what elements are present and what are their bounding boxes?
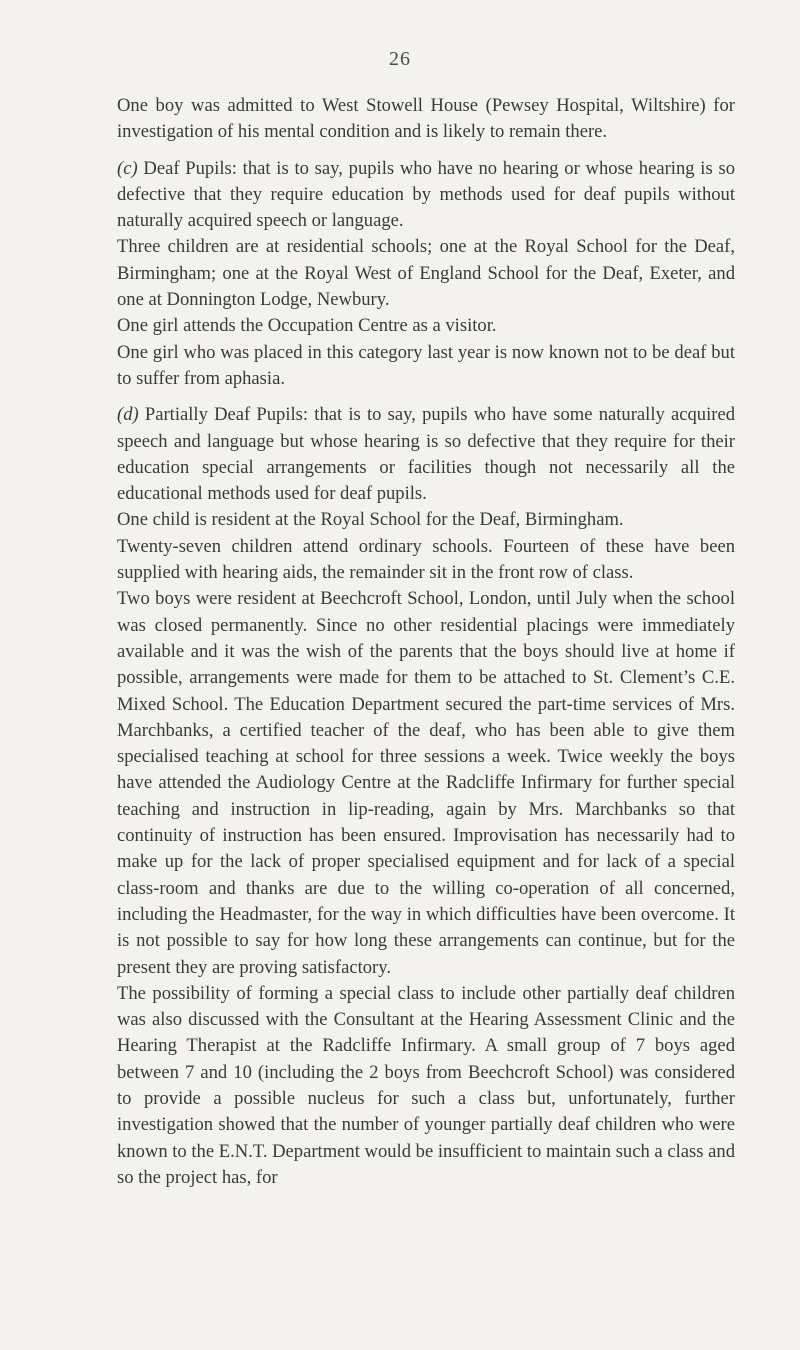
paragraph-partially-deaf-pupils (117, 402, 735, 507)
paragraph-occupation-centre: One girl attends the Occupation Centre as a visitor. (117, 315, 497, 337)
partially-deaf-definition: Partially Deaf Pupils: that is to say, pupils who have some naturally acquired speech and language but whose hearing is so defective that they require for their education special arrangements or facilities though not necessarily all the educational methods used for deaf pupils. (117, 404, 735, 505)
paragraph-west-stowell: One boy was admitted to West Stowell House (Pewsey Hospital, Wiltshire) for investigation of his mental condition and is likely to remain there. (117, 95, 735, 143)
paragraph-aphasia: One girl who was placed in this category last year is now known not to be deaf but to suffer from aphasia. (117, 341, 735, 389)
paragraph-special-class: The possibility of forming a special class to include other partially deaf children was also discussed with the Consultant at the Hearing Assessment Clinic and the Hearing Therapist at the Radcliffe Infirmary. A small group of 7 boys aged between 7 and 10 (including the 2 boys from Beechcroft School) was considered to provide a possible nucleus for such a class but, unfortunately, further investigation showed that the number of younger partially deaf children who were known to the E.N.T. Department would be insufficient to maintain such a class and so the project has, for (117, 982, 735, 1188)
paragraph-royal-school: One child is resident at the Royal School for the Deaf, Birmingham. (117, 509, 624, 531)
page-number: 26 (389, 48, 411, 70)
paragraph-ordinary-schools: Twenty-seven children attend ordinary schools. Fourteen of these have been supplied with hearing aids, the remainder sit in the front row of class. (117, 535, 735, 584)
section-label-d: (d) (117, 404, 139, 426)
paragraph-residential-schools: Three children are at residential schools; one at the Royal School for the Deaf, Birmingham; one at the Royal West of England School for the Deaf, Exeter, and one at Donnington Lodge, Newbury. (117, 236, 735, 311)
paragraph-deaf-pupils (117, 156, 735, 235)
section-label-c: (c) (117, 157, 138, 179)
body-text (117, 93, 735, 1191)
paragraph-beechcroft: Two boys were resident at Beechcroft School, London, until July when the school was closed permanently. Since no other residential placings were immediately available and it was the wish of the parents that the boys should live at home if possible, arrangements were made for them to be attached to St. Clement’s C.E. Mixed School. The Education Department secured the part-time services of Mrs. Marchbanks, a certified teacher of the deaf, who has been able to give them specialised teaching at school for three sessions a week. Twice weekly the boys have attended the Audiology Centre at the Radcliffe Infirmary for further special teaching and instruction in lip-reading, again by Mrs. Marchbanks so that continuity of instruction has been ensured. Improvisation has necessarily had to make up for the lack of proper specialised equipment and for lack of a special class-room and thanks are due to the willing co-operation of all concerned, including the Headmaster, for the way in which difficulties have been overcome. It is not possible to say for how long these arrangements can continue, but for the present they are proving satisfactory. (117, 588, 735, 978)
deaf-pupils-definition: Deaf Pupils: that is to say, pupils who have no hearing or whose hearing is so defective that they require education by methods used for deaf pupils without naturally acquired speech or language. (117, 157, 735, 232)
